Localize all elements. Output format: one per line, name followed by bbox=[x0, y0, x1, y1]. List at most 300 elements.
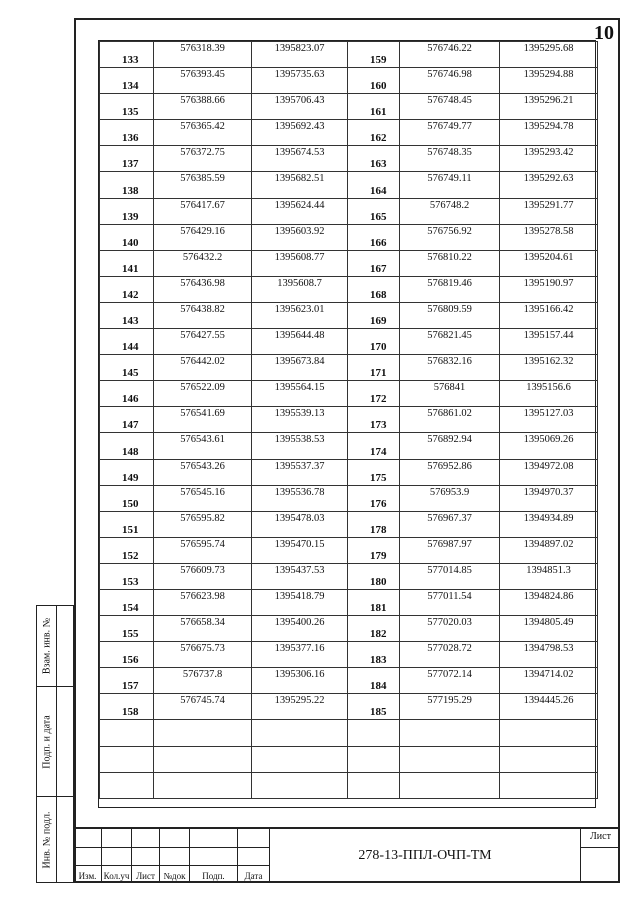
point-index: 139 bbox=[122, 210, 139, 223]
x-coordinate-cell bbox=[400, 537, 500, 563]
point-index-cell bbox=[348, 276, 400, 302]
point-index: 134 bbox=[122, 80, 139, 93]
x-coordinate-cell bbox=[400, 694, 500, 720]
point-index-cell bbox=[348, 329, 400, 355]
y-coordinate: 1394972.08 bbox=[523, 460, 574, 472]
point-index-cell bbox=[348, 120, 400, 146]
point-index-cell bbox=[348, 616, 400, 642]
point-index: 158 bbox=[122, 706, 139, 719]
point-index-cell bbox=[100, 694, 154, 720]
x-coordinate-cell bbox=[400, 642, 500, 668]
y-coordinate: 1395537.37 bbox=[274, 460, 325, 472]
x-coordinate-cell bbox=[154, 407, 252, 433]
x-coordinate-cell bbox=[154, 120, 252, 146]
x-coordinate-cell bbox=[154, 381, 252, 407]
table-row bbox=[100, 433, 598, 459]
point-index-cell bbox=[100, 172, 154, 198]
y-coordinate: 1395470.15 bbox=[274, 538, 325, 550]
y-coordinate: 1395292.63 bbox=[523, 173, 574, 185]
x-coordinate-cell bbox=[154, 668, 252, 694]
point-index: 164 bbox=[370, 184, 387, 197]
y-coordinate: 1395306.16 bbox=[274, 669, 325, 681]
y-coordinate-cell bbox=[252, 198, 348, 224]
y-coordinate-cell bbox=[252, 302, 348, 328]
y-coordinate: 1394824.86 bbox=[523, 590, 574, 602]
x-coordinate: 576541.69 bbox=[180, 408, 225, 420]
x-coordinate: 576861.02 bbox=[427, 408, 472, 420]
x-coordinate: 576388.66 bbox=[180, 95, 225, 107]
x-coordinate-cell bbox=[154, 68, 252, 94]
x-coordinate: 576810.22 bbox=[427, 251, 472, 263]
x-coordinate-cell bbox=[154, 642, 252, 668]
y-coordinate-cell bbox=[500, 642, 598, 668]
y-coordinate-cell bbox=[500, 355, 598, 381]
point-index: 138 bbox=[122, 184, 139, 197]
y-coordinate-cell bbox=[252, 329, 348, 355]
point-index: 149 bbox=[122, 471, 139, 484]
side-cell-sign bbox=[37, 686, 73, 796]
x-coordinate: 576756.92 bbox=[427, 225, 472, 237]
point-index-cell bbox=[100, 511, 154, 537]
y-coordinate: 1394445.26 bbox=[523, 695, 574, 707]
point-index-cell bbox=[348, 668, 400, 694]
x-coordinate-cell bbox=[400, 302, 500, 328]
x-coordinate: 576675.73 bbox=[180, 643, 225, 655]
point-index-cell bbox=[100, 120, 154, 146]
x-coordinate-cell bbox=[400, 224, 500, 250]
y-coordinate-cell bbox=[252, 616, 348, 642]
y-coordinate: 1394851.3 bbox=[526, 564, 571, 576]
y-coordinate: 1395682.51 bbox=[274, 173, 325, 185]
point-index: 175 bbox=[370, 471, 387, 484]
point-index-cell bbox=[348, 172, 400, 198]
y-coordinate: 1395673.84 bbox=[274, 356, 325, 368]
y-coordinate-cell bbox=[500, 94, 598, 120]
point-index-cell bbox=[348, 198, 400, 224]
x-coordinate: 576365.42 bbox=[180, 121, 225, 133]
col-label: Кол.уч bbox=[103, 871, 130, 881]
x-coordinate: 576737.8 bbox=[182, 669, 223, 681]
point-index: 165 bbox=[370, 210, 387, 223]
y-coordinate-cell bbox=[500, 302, 598, 328]
x-coordinate-cell bbox=[400, 772, 500, 798]
point-index-cell bbox=[100, 563, 154, 589]
table-row bbox=[100, 407, 598, 433]
y-coordinate-cell bbox=[500, 537, 598, 563]
y-coordinate: 1395377.16 bbox=[274, 643, 325, 655]
point-index-cell bbox=[100, 537, 154, 563]
y-coordinate-cell bbox=[500, 329, 598, 355]
y-coordinate-cell bbox=[252, 120, 348, 146]
y-coordinate: 1395418.79 bbox=[274, 590, 325, 602]
x-coordinate-cell bbox=[400, 407, 500, 433]
y-coordinate-cell bbox=[500, 224, 598, 250]
x-coordinate: 576623.98 bbox=[180, 590, 225, 602]
y-coordinate: 1395603.92 bbox=[274, 225, 325, 237]
x-coordinate-cell bbox=[154, 276, 252, 302]
point-index: 166 bbox=[370, 236, 387, 249]
point-index-cell bbox=[348, 694, 400, 720]
point-index-cell bbox=[348, 302, 400, 328]
x-coordinate-cell bbox=[154, 511, 252, 537]
x-coordinate: 576952.86 bbox=[427, 460, 472, 472]
x-coordinate: 576841 bbox=[433, 382, 466, 394]
y-coordinate-cell bbox=[252, 433, 348, 459]
table-row bbox=[100, 198, 598, 224]
x-coordinate-cell bbox=[400, 459, 500, 485]
y-coordinate-cell bbox=[500, 146, 598, 172]
y-coordinate-cell bbox=[252, 642, 348, 668]
table-row bbox=[100, 720, 598, 746]
y-coordinate: 1395190.97 bbox=[523, 277, 574, 289]
y-coordinate-cell bbox=[252, 355, 348, 381]
point-index-cell bbox=[100, 746, 154, 772]
point-index-cell bbox=[348, 224, 400, 250]
point-index: 183 bbox=[370, 654, 387, 667]
point-index: 161 bbox=[370, 106, 387, 119]
point-index-cell bbox=[348, 355, 400, 381]
y-coordinate: 1394714.02 bbox=[523, 669, 574, 681]
point-index-cell bbox=[100, 42, 154, 68]
sheet-label: Лист bbox=[590, 831, 611, 842]
y-coordinate: 1395156.6 bbox=[526, 382, 571, 394]
y-coordinate-cell bbox=[500, 511, 598, 537]
point-index: 179 bbox=[370, 549, 387, 562]
y-coordinate: 1395162.32 bbox=[523, 356, 574, 368]
table-row bbox=[100, 224, 598, 250]
y-coordinate: 1395296.21 bbox=[523, 95, 574, 107]
x-coordinate: 576543.61 bbox=[180, 434, 225, 446]
table-row bbox=[100, 120, 598, 146]
point-index: 135 bbox=[122, 106, 139, 119]
x-coordinate: 577020.03 bbox=[427, 617, 472, 629]
point-index-cell bbox=[100, 720, 154, 746]
point-index-cell bbox=[348, 250, 400, 276]
y-coordinate: 1395674.53 bbox=[274, 147, 325, 159]
point-index: 152 bbox=[122, 549, 139, 562]
point-index-cell bbox=[100, 772, 154, 798]
point-index-cell bbox=[100, 146, 154, 172]
x-coordinate: 576417.67 bbox=[180, 199, 225, 211]
x-coordinate-cell bbox=[400, 355, 500, 381]
x-coordinate: 576749.77 bbox=[427, 121, 472, 133]
y-coordinate: 1394805.49 bbox=[523, 617, 574, 629]
x-coordinate: 576429.16 bbox=[180, 225, 225, 237]
document-code: 278-13-ППЛ-ОЧП-ТМ bbox=[358, 848, 492, 863]
point-index-cell bbox=[100, 616, 154, 642]
side-label: Подп. и дата bbox=[41, 714, 52, 769]
x-coordinate: 576385.59 bbox=[180, 173, 225, 185]
point-index: 143 bbox=[122, 315, 139, 328]
x-coordinate: 576318.39 bbox=[180, 43, 225, 54]
x-coordinate: 576438.82 bbox=[180, 303, 225, 315]
y-coordinate: 1395608.77 bbox=[274, 251, 325, 263]
y-coordinate: 1395278.58 bbox=[523, 225, 574, 237]
point-index: 154 bbox=[122, 602, 139, 615]
y-coordinate: 1395127.03 bbox=[523, 408, 574, 420]
table-row bbox=[100, 668, 598, 694]
x-coordinate-cell bbox=[154, 355, 252, 381]
x-coordinate: 576745.74 bbox=[180, 695, 225, 707]
point-index: 174 bbox=[370, 445, 387, 458]
x-coordinate-cell bbox=[400, 68, 500, 94]
y-coordinate: 1395295.68 bbox=[523, 43, 574, 54]
point-index: 140 bbox=[122, 236, 139, 249]
point-index: 153 bbox=[122, 575, 139, 588]
table-row bbox=[100, 250, 598, 276]
table-row bbox=[100, 68, 598, 94]
point-index: 156 bbox=[122, 654, 139, 667]
x-coordinate: 576987.97 bbox=[427, 538, 472, 550]
point-index: 150 bbox=[122, 497, 139, 510]
x-coordinate: 577028.72 bbox=[427, 643, 472, 655]
table-row bbox=[100, 381, 598, 407]
point-index: 168 bbox=[370, 288, 387, 301]
x-coordinate: 576748.2 bbox=[429, 199, 470, 211]
point-index-cell bbox=[348, 772, 400, 798]
x-coordinate-cell bbox=[400, 720, 500, 746]
x-coordinate-cell bbox=[154, 772, 252, 798]
point-index: 172 bbox=[370, 393, 387, 406]
point-index-cell bbox=[348, 42, 400, 68]
y-coordinate-cell bbox=[252, 94, 348, 120]
point-index-cell bbox=[348, 511, 400, 537]
y-coordinate-cell bbox=[500, 42, 598, 68]
x-coordinate: 576819.46 bbox=[427, 277, 472, 289]
x-coordinate: 576658.34 bbox=[180, 617, 225, 629]
table-row bbox=[100, 537, 598, 563]
side-stamp bbox=[36, 605, 74, 883]
point-index-cell bbox=[348, 94, 400, 120]
x-coordinate: 576967.37 bbox=[427, 512, 472, 524]
table-row bbox=[100, 172, 598, 198]
x-coordinate-cell bbox=[400, 120, 500, 146]
y-coordinate: 1395166.42 bbox=[523, 303, 574, 315]
point-index-cell bbox=[348, 746, 400, 772]
y-coordinate: 1394934.89 bbox=[523, 512, 574, 524]
point-index-cell bbox=[348, 146, 400, 172]
table-row bbox=[100, 485, 598, 511]
point-index: 184 bbox=[370, 680, 387, 693]
x-coordinate-cell bbox=[154, 94, 252, 120]
point-index: 159 bbox=[370, 54, 387, 67]
table-row bbox=[100, 302, 598, 328]
point-index-cell bbox=[100, 250, 154, 276]
table-row bbox=[100, 511, 598, 537]
x-coordinate-cell bbox=[400, 485, 500, 511]
point-index: 171 bbox=[370, 367, 387, 380]
y-coordinate: 1395692.43 bbox=[274, 121, 325, 133]
title-block bbox=[74, 827, 620, 883]
x-coordinate: 576432.2 bbox=[182, 251, 223, 263]
x-coordinate-cell bbox=[400, 42, 500, 68]
point-index: 146 bbox=[122, 393, 139, 406]
col-label: Дата bbox=[244, 871, 263, 881]
y-coordinate: 1395823.07 bbox=[274, 43, 325, 54]
table-row bbox=[100, 772, 598, 798]
table-row bbox=[100, 616, 598, 642]
x-coordinate-cell bbox=[400, 616, 500, 642]
col-label: №док bbox=[163, 871, 186, 881]
y-coordinate-cell bbox=[252, 589, 348, 615]
y-coordinate-cell bbox=[500, 616, 598, 642]
point-index-cell bbox=[348, 537, 400, 563]
x-coordinate: 576832.16 bbox=[427, 356, 472, 368]
y-coordinate: 1395608.7 bbox=[277, 277, 322, 289]
x-coordinate-cell bbox=[154, 433, 252, 459]
point-index-cell bbox=[100, 433, 154, 459]
point-index: 157 bbox=[122, 680, 139, 693]
y-coordinate-cell bbox=[252, 224, 348, 250]
table-row bbox=[100, 746, 598, 772]
y-coordinate: 1395538.53 bbox=[274, 434, 325, 446]
point-index-cell bbox=[348, 381, 400, 407]
x-coordinate-cell bbox=[400, 94, 500, 120]
y-coordinate-cell bbox=[500, 720, 598, 746]
point-index: 185 bbox=[370, 706, 387, 719]
x-coordinate: 576543.26 bbox=[180, 460, 225, 472]
x-coordinate-cell bbox=[400, 589, 500, 615]
y-coordinate-cell bbox=[500, 250, 598, 276]
x-coordinate-cell bbox=[400, 329, 500, 355]
sheet-box bbox=[580, 829, 620, 883]
table-row bbox=[100, 355, 598, 381]
x-coordinate-cell bbox=[400, 381, 500, 407]
point-index: 133 bbox=[122, 54, 139, 67]
y-coordinate-cell bbox=[252, 694, 348, 720]
x-coordinate: 576436.98 bbox=[180, 277, 225, 289]
side-cell-replace bbox=[37, 606, 73, 686]
y-coordinate: 1395291.77 bbox=[523, 199, 574, 211]
table-row bbox=[100, 94, 598, 120]
side-label: Инв. № подл. bbox=[41, 811, 52, 868]
x-coordinate-cell bbox=[154, 616, 252, 642]
point-index-cell bbox=[100, 276, 154, 302]
point-index: 162 bbox=[370, 132, 387, 145]
x-coordinate-cell bbox=[400, 276, 500, 302]
point-index-cell bbox=[100, 381, 154, 407]
point-index: 148 bbox=[122, 445, 139, 458]
y-coordinate-cell bbox=[500, 746, 598, 772]
x-coordinate: 576953.9 bbox=[429, 486, 470, 498]
point-index: 136 bbox=[122, 132, 139, 145]
y-coordinate-cell bbox=[252, 407, 348, 433]
x-coordinate-cell bbox=[400, 146, 500, 172]
table-row bbox=[100, 146, 598, 172]
x-coordinate: 576393.45 bbox=[180, 69, 225, 81]
y-coordinate-cell bbox=[500, 68, 598, 94]
x-coordinate-cell bbox=[154, 224, 252, 250]
y-coordinate-cell bbox=[500, 407, 598, 433]
x-coordinate: 576746.98 bbox=[427, 69, 472, 81]
y-coordinate-cell bbox=[252, 720, 348, 746]
y-coordinate-cell bbox=[252, 537, 348, 563]
x-coordinate: 576427.55 bbox=[180, 330, 225, 342]
x-coordinate: 576442.02 bbox=[180, 356, 225, 368]
point-index-cell bbox=[100, 485, 154, 511]
x-coordinate-cell bbox=[154, 563, 252, 589]
point-index-cell bbox=[348, 459, 400, 485]
y-coordinate: 1395400.26 bbox=[274, 617, 325, 629]
point-index-cell bbox=[100, 407, 154, 433]
table-row bbox=[100, 42, 598, 68]
x-coordinate-cell bbox=[154, 746, 252, 772]
x-coordinate: 576595.82 bbox=[180, 512, 225, 524]
point-index-cell bbox=[348, 720, 400, 746]
y-coordinate-cell bbox=[252, 485, 348, 511]
y-coordinate: 1395204.61 bbox=[523, 251, 574, 263]
point-index: 144 bbox=[122, 341, 139, 354]
point-index-cell bbox=[100, 459, 154, 485]
x-coordinate-cell bbox=[154, 42, 252, 68]
point-index: 142 bbox=[122, 288, 139, 301]
x-coordinate: 576748.35 bbox=[427, 147, 472, 159]
y-coordinate-cell bbox=[252, 381, 348, 407]
y-coordinate: 1395536.78 bbox=[274, 486, 325, 498]
x-coordinate-cell bbox=[154, 250, 252, 276]
coordinates-table bbox=[98, 40, 596, 808]
x-coordinate: 576809.59 bbox=[427, 303, 472, 315]
x-coordinate: 576746.22 bbox=[427, 43, 472, 54]
point-index: 178 bbox=[370, 523, 387, 536]
x-coordinate-cell bbox=[400, 172, 500, 198]
sheet-number: 10 bbox=[594, 22, 614, 44]
y-coordinate-cell bbox=[500, 563, 598, 589]
x-coordinate-cell bbox=[400, 511, 500, 537]
y-coordinate: 1395706.43 bbox=[274, 95, 325, 107]
y-coordinate: 1395644.48 bbox=[274, 330, 325, 342]
point-index-cell bbox=[348, 589, 400, 615]
table-row bbox=[100, 694, 598, 720]
y-coordinate: 1395478.03 bbox=[274, 512, 325, 524]
y-coordinate-cell bbox=[252, 146, 348, 172]
table-row bbox=[100, 329, 598, 355]
x-coordinate-cell bbox=[400, 746, 500, 772]
x-coordinate: 576372.75 bbox=[180, 147, 225, 159]
point-index: 155 bbox=[122, 628, 139, 641]
point-index-cell bbox=[100, 302, 154, 328]
table-row bbox=[100, 459, 598, 485]
col-label: Подп. bbox=[202, 871, 225, 881]
y-coordinate: 1395437.53 bbox=[274, 564, 325, 576]
point-index: 147 bbox=[122, 419, 139, 432]
y-coordinate-cell bbox=[252, 42, 348, 68]
y-coordinate-cell bbox=[252, 172, 348, 198]
x-coordinate: 576522.09 bbox=[180, 382, 225, 394]
y-coordinate-cell bbox=[252, 459, 348, 485]
x-coordinate-cell bbox=[400, 668, 500, 694]
x-coordinate: 576545.16 bbox=[180, 486, 225, 498]
x-coordinate-cell bbox=[154, 720, 252, 746]
x-coordinate: 576748.45 bbox=[427, 95, 472, 107]
table-row bbox=[100, 589, 598, 615]
coordinates-grid bbox=[99, 41, 598, 799]
y-coordinate-cell bbox=[500, 172, 598, 198]
point-index-cell bbox=[100, 68, 154, 94]
y-coordinate: 1394798.53 bbox=[523, 643, 574, 655]
col-label: Лист bbox=[136, 871, 155, 881]
point-index: 181 bbox=[370, 602, 387, 615]
point-index: 145 bbox=[122, 367, 139, 380]
y-coordinate: 1395294.88 bbox=[523, 69, 574, 81]
y-coordinate: 1395069.26 bbox=[523, 434, 574, 446]
point-index-cell bbox=[100, 329, 154, 355]
x-coordinate-cell bbox=[400, 250, 500, 276]
side-label: Взам. инв. № bbox=[41, 617, 52, 675]
y-coordinate-cell bbox=[500, 120, 598, 146]
y-coordinate-cell bbox=[500, 694, 598, 720]
x-coordinate-cell bbox=[400, 198, 500, 224]
